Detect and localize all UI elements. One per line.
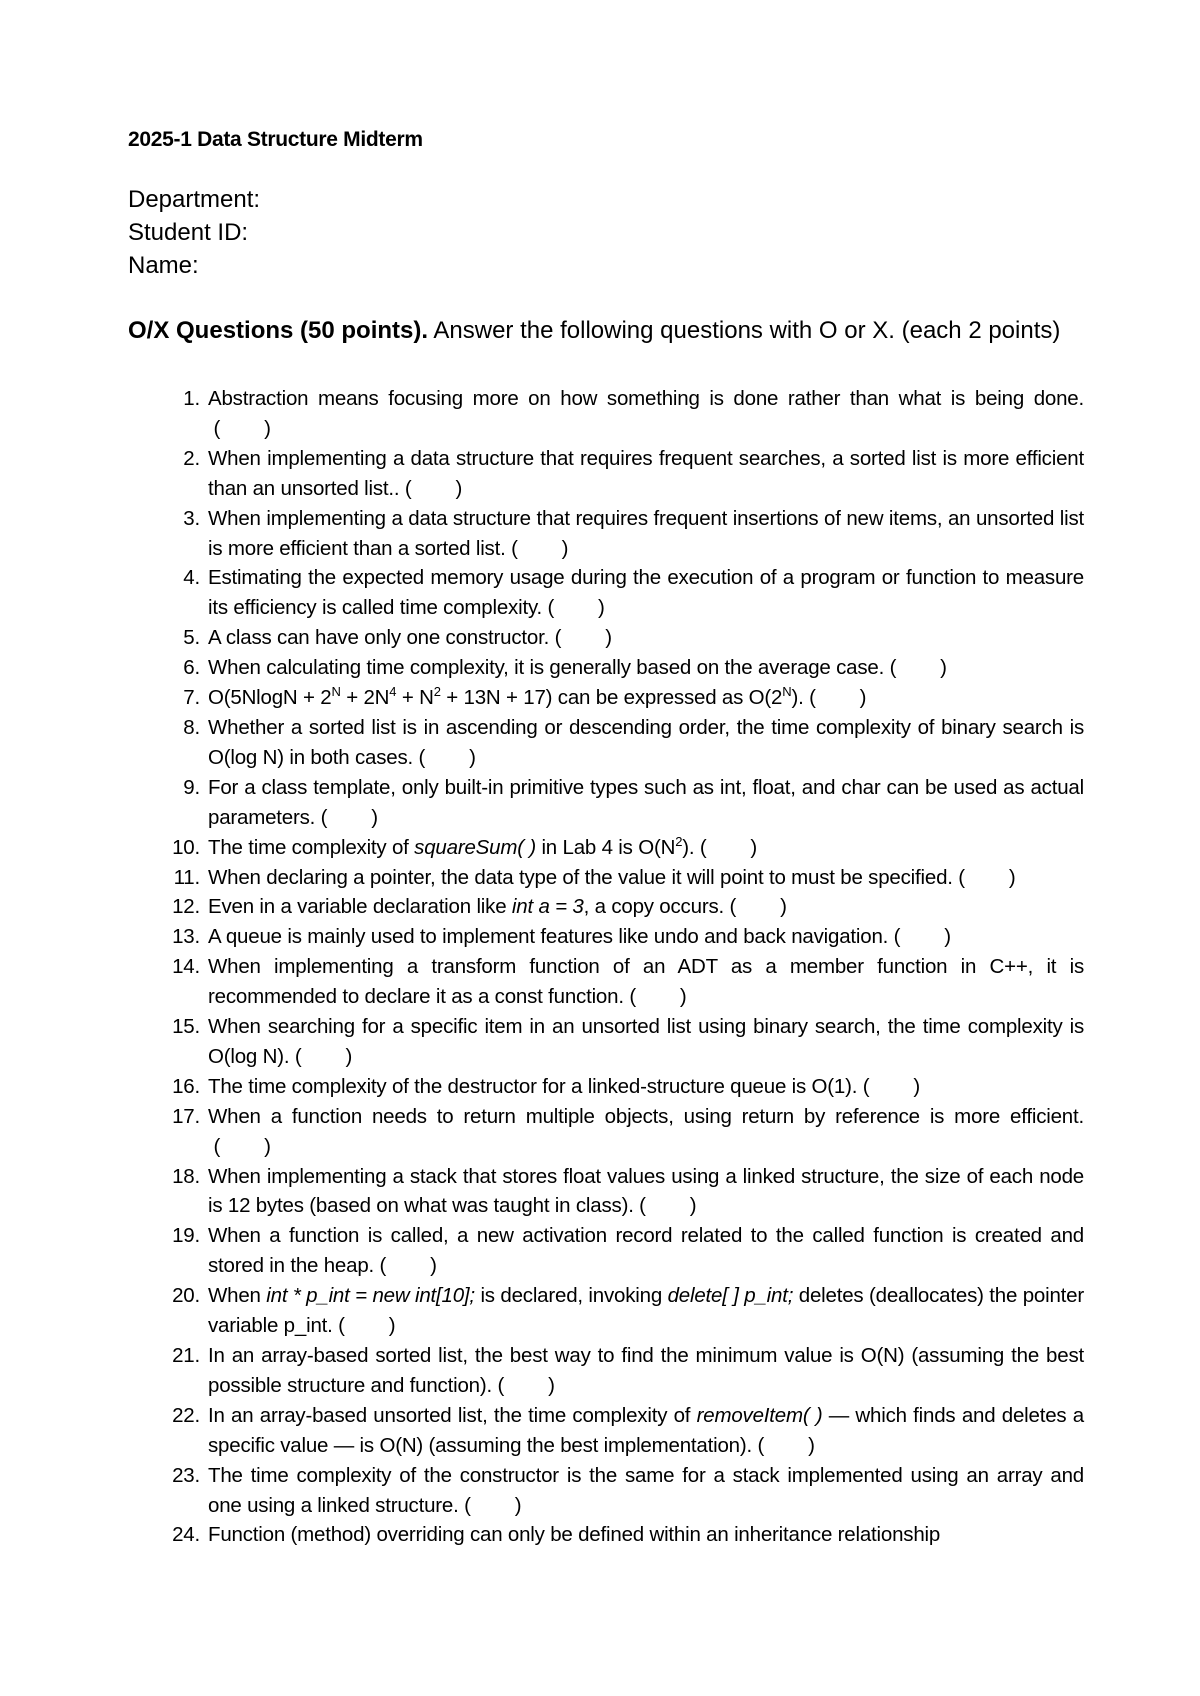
question-text: When implementing a transform function of an ADT as a member function in C++, it is recommended to declare it as a const function.: [208, 955, 1084, 1009]
question-number: 23.: [172, 1463, 200, 1487]
question-item: [0, 773, 1084, 833]
question-number: 8.: [183, 715, 200, 739]
question-text: Estimating the expected memory usage during the execution of a program or function to measure its efficiency is called time complexity.: [208, 566, 1084, 620]
name-label: Name:: [128, 252, 199, 279]
answer-blank[interactable]: ( ): [549, 626, 612, 650]
answer-blank[interactable]: ( ): [633, 1194, 697, 1218]
answer-blank[interactable]: ( ): [289, 1044, 353, 1068]
question-text: When implementing a data structure that requires frequent searches, a sorted list is more efficient than an unsorted list..: [208, 446, 1084, 500]
question-item: [0, 713, 1084, 773]
question-item: [0, 952, 1084, 1012]
question-number: 9.: [183, 775, 200, 799]
answer-blank[interactable]: ( ): [541, 596, 605, 620]
question-text: The time complexity of the destructor for a linked-structure queue is O(1).: [208, 1074, 858, 1098]
question-text: When implementing a data structure that requires frequent insertions of new items, an unsorted list is more efficient than a sorted list.: [208, 506, 1084, 560]
answer-blank[interactable]: ( ): [315, 805, 378, 829]
answer-blank[interactable]: ( ): [458, 1493, 522, 1517]
question-text: Whether a sorted list is in ascending or descending order, the time complexity of binary search is O(log N) in both cases.: [208, 715, 1084, 769]
question-number: 15.: [172, 1015, 200, 1039]
answer-blank[interactable]: ( ): [208, 1134, 271, 1158]
question-number: 10.: [172, 835, 200, 859]
question-item: [0, 1221, 1084, 1281]
question-text: For a class template, only built-in primitive types such as int, float, and char can be used as actual parameters.: [208, 775, 1084, 829]
question-item: [0, 922, 1084, 952]
question-number: 13.: [172, 925, 200, 949]
answer-blank[interactable]: ( ): [623, 985, 687, 1009]
question-item: [0, 1520, 1084, 1550]
answer-blank[interactable]: ( ): [505, 536, 569, 560]
answer-blank[interactable]: ( ): [803, 686, 867, 710]
question-text: Function (method) overriding can only be defined within an inheritance relationship: [208, 1523, 941, 1547]
section-heading: O/X Questions (50 points).: [128, 317, 429, 344]
question-item: [0, 1281, 1084, 1341]
question-text: When calculating time complexity, it is generally based on the average case.: [208, 656, 885, 680]
question-item: [0, 1341, 1084, 1401]
question-text: The time complexity of squareSum( ) in Lab 4 is $O(N^2)$.: [208, 833, 695, 859]
answer-blank[interactable]: ( ): [724, 895, 787, 919]
question-number: 21.: [172, 1344, 200, 1367]
question-item: [0, 504, 1084, 564]
question-item: [0, 384, 1084, 444]
question-text: When a function needs to return multiple objects, using return by reference is more efficient.: [208, 1104, 1084, 1128]
question-text: When int * p_int = new int[10]; is declared, invoking delete[ ] p_int; deletes (deallocates) the pointer variable p_int.: [208, 1284, 1084, 1338]
question-text: When implementing a stack that stores float values using a linked structure, the size of each node is 12 bytes (based on what was taught in class).: [208, 1164, 1084, 1218]
student-info-block: [128, 183, 260, 282]
question-item: [0, 1072, 1084, 1102]
answer-blank[interactable]: ( ): [857, 1074, 920, 1098]
question-number: 1.: [183, 387, 200, 410]
question-number: 18.: [172, 1164, 200, 1188]
question-number: 2.: [183, 446, 200, 470]
question-item: [0, 623, 1084, 653]
question-item: [0, 863, 1084, 893]
question-number: 19.: [172, 1224, 200, 1248]
student-id-label: Student ID:: [128, 219, 249, 246]
question-item: [0, 653, 1084, 683]
question-number: 4.: [183, 566, 200, 590]
answer-blank[interactable]: ( ): [888, 925, 951, 949]
answer-blank[interactable]: ( ): [374, 1254, 437, 1278]
question-list: [0, 384, 1084, 1550]
section-instruction: Answer the following questions with O or X. (each 2 points): [433, 317, 1061, 344]
answer-blank[interactable]: ( ): [694, 835, 758, 859]
question-number: 22.: [172, 1403, 200, 1427]
answer-blank[interactable]: ( ): [952, 865, 1016, 889]
answer-blank[interactable]: ( ): [208, 416, 271, 440]
answer-blank[interactable]: ( ): [751, 1433, 815, 1457]
answer-blank[interactable]: ( ): [332, 1314, 396, 1338]
question-number: 7.: [183, 686, 200, 710]
question-item: [0, 1012, 1084, 1072]
question-item: [0, 1102, 1084, 1162]
question-text: When declaring a pointer, the data type of the value it will point to must be specified.: [208, 865, 953, 889]
question-text: When a function is called, a new activation record related to the called function is created and stored in the heap.: [208, 1224, 1084, 1278]
question-text: In an array-based unsorted list, the time complexity of removeItem( ) — which finds and deletes a specific value — is O(N) (assuming the best implementation).: [208, 1403, 1085, 1457]
question-item: [0, 833, 1084, 863]
question-text: When searching for a specific item in an unsorted list using binary search, the time complexity is O(log N).: [208, 1015, 1084, 1068]
question-number: 17.: [172, 1104, 200, 1128]
question-item: [0, 892, 1084, 922]
question-text: Even in a variable declaration like int a = 3, a copy occurs.: [208, 895, 724, 919]
question-item: [0, 563, 1084, 623]
question-text: A class can have only one constructor.: [208, 626, 550, 650]
department-label: Department:: [128, 186, 261, 213]
answer-blank[interactable]: ( ): [399, 476, 463, 500]
question-number: 11.: [173, 865, 200, 889]
exam-title: 2025-1 Data Structure Midterm: [128, 128, 423, 151]
answer-blank[interactable]: ( ): [491, 1373, 555, 1397]
answer-blank[interactable]: ( ): [884, 656, 947, 680]
question-text: $O(5NlogN + 2^N + 2N^4 + N^2 + 13N + 17)$ can be expressed as $O(2^N)$.: [208, 684, 804, 710]
question-text: A queue is mainly used to implement features like undo and back navigation.: [208, 925, 889, 949]
question-text: The time complexity of the constructor is the same for a stack implemented using an array and one using a linked structure.: [208, 1463, 1084, 1517]
question-item: [0, 683, 1084, 713]
question-number: 20.: [172, 1284, 200, 1308]
question-item: [0, 444, 1084, 504]
question-item: [0, 1461, 1084, 1521]
question-item: [0, 1401, 1084, 1461]
question-number: 14.: [172, 955, 200, 979]
question-number: 5.: [183, 626, 200, 650]
answer-blank[interactable]: ( ): [413, 745, 476, 769]
question-number: 12.: [172, 895, 200, 919]
question-text: Abstraction means focusing more on how something is done rather than what is being done.: [208, 387, 1084, 410]
question-number: 16.: [172, 1074, 200, 1098]
question-number: 6.: [183, 656, 200, 680]
question-text: In an array-based sorted list, the best way to find the minimum value is O(N) (assuming the best possible structure and function).: [208, 1344, 1084, 1397]
question-number: 3.: [183, 506, 200, 530]
question-number: 24.: [172, 1523, 200, 1547]
section-header: [128, 314, 1084, 347]
question-item: [0, 1162, 1084, 1222]
